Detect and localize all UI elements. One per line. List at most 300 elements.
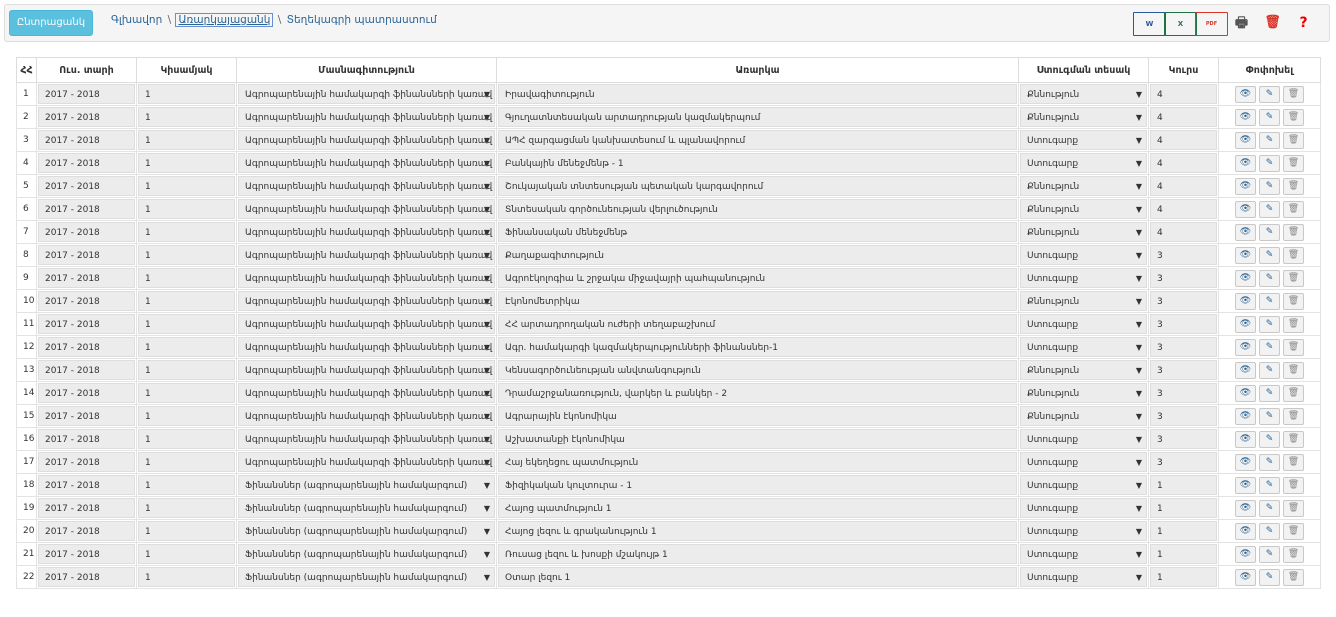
view-icon[interactable]: 👁 — [1235, 178, 1256, 195]
table-cell — [1019, 566, 1149, 589]
exam-type-select[interactable]: Քննություն ▼ — [1020, 383, 1147, 403]
edit-icon[interactable]: ✎ — [1259, 224, 1280, 241]
course-field[interactable]: 4 — [1150, 153, 1217, 173]
subject-field[interactable]: Քաղաքագիտություն — [498, 245, 1017, 265]
subject-field[interactable]: Օտար լեզու 1 — [498, 567, 1017, 587]
specialty-select[interactable]: Ֆինանսներ (ագրոպարենային համակարգում) ▼ — [238, 521, 495, 541]
table-cell — [37, 83, 137, 106]
year-field[interactable]: 2017 - 2018 — [38, 107, 135, 127]
trash-icon[interactable]: 🗑 — [1283, 362, 1304, 379]
course-field[interactable]: 1 — [1150, 498, 1217, 518]
column-header-edit: Փոփոխել — [1219, 58, 1321, 83]
semester-field[interactable]: 1 — [138, 153, 235, 173]
course-field[interactable]: 3 — [1150, 360, 1217, 380]
table-cell — [497, 428, 1019, 451]
year-field[interactable]: 2017 - 2018 — [38, 383, 135, 403]
subject-field[interactable]: Հայ եկեղեցու պատմություն — [498, 452, 1017, 472]
year-field[interactable]: 2017 - 2018 — [38, 406, 135, 426]
year-field[interactable]: 2017 - 2018 — [38, 429, 135, 449]
edit-icon[interactable]: ✎ — [1259, 431, 1280, 448]
view-icon[interactable]: 👁 — [1235, 339, 1256, 356]
year-field[interactable]: 2017 - 2018 — [38, 452, 135, 472]
row-number: 11 — [17, 313, 37, 336]
subject-field[interactable]: Ռուսաց լեզու և խոսքի մշակույթ 1 — [498, 544, 1017, 564]
semester-field[interactable]: 1 — [138, 337, 235, 357]
subject-field[interactable]: ՀՀ արտադրողական ուժերի տեղաբաշխում — [498, 314, 1017, 334]
trash-icon[interactable]: 🗑 — [1283, 224, 1304, 241]
table-cell — [1149, 474, 1219, 497]
table-cell — [37, 382, 137, 405]
trash-icon[interactable]: 🗑 — [1283, 178, 1304, 195]
year-field[interactable]: 2017 - 2018 — [38, 130, 135, 150]
table-cell — [137, 152, 237, 175]
trash-icon[interactable]: 🗑 — [1283, 500, 1304, 517]
table-cell — [137, 221, 237, 244]
table-cell — [137, 428, 237, 451]
year-field[interactable]: 2017 - 2018 — [38, 337, 135, 357]
course-field[interactable]: 1 — [1150, 475, 1217, 495]
trash-icon[interactable]: 🗑 — [1283, 86, 1304, 103]
menu-button[interactable]: Ընտրացանկ — [9, 10, 93, 36]
row-number: 3 — [17, 129, 37, 152]
table-cell — [1019, 290, 1149, 313]
trash-icon[interactable]: 🗑 — [1283, 109, 1304, 126]
specialty-select[interactable]: Ագրոպարենային համակարգի ֆինանսների կառավ ▼ — [238, 222, 495, 242]
edit-icon[interactable]: ✎ — [1259, 86, 1280, 103]
table-cell — [137, 336, 237, 359]
edit-icon[interactable]: ✎ — [1259, 385, 1280, 402]
semester-field[interactable]: 1 — [138, 406, 235, 426]
edit-icon[interactable]: ✎ — [1259, 523, 1280, 540]
subject-field[interactable]: Ֆինանսական մենեջմենթ — [498, 222, 1017, 242]
subject-field[interactable]: Իրավագիտություն — [498, 84, 1017, 104]
edit-icon[interactable]: ✎ — [1259, 546, 1280, 563]
row-actions — [1220, 362, 1319, 379]
table-cell — [497, 267, 1019, 290]
view-icon[interactable]: 👁 — [1235, 247, 1256, 264]
view-icon[interactable]: 👁 — [1235, 408, 1256, 425]
specialty-select[interactable]: Ագրոպարենային համակարգի ֆինանսների կառավ ▼ — [238, 314, 495, 334]
trash-icon[interactable]: 🗑 — [1283, 385, 1304, 402]
edit-icon[interactable]: ✎ — [1259, 362, 1280, 379]
table-cell — [497, 382, 1019, 405]
table-row — [17, 451, 1321, 474]
row-number: 6 — [17, 198, 37, 221]
print-icon[interactable]: 🖶 — [1234, 15, 1249, 31]
edit-icon[interactable]: ✎ — [1259, 155, 1280, 172]
semester-field[interactable]: 1 — [138, 107, 235, 127]
year-field[interactable]: 2017 - 2018 — [38, 544, 135, 564]
trash-icon[interactable]: 🗑 — [1283, 477, 1304, 494]
specialty-select[interactable]: Ագրոպարենային համակարգի ֆինանսների կառավ ▼ — [238, 153, 495, 173]
specialty-select[interactable]: Ագրոպարենային համակարգի ֆինանսների կառավ ▼ — [238, 268, 495, 288]
year-field[interactable]: 2017 - 2018 — [38, 360, 135, 380]
actions-cell — [1219, 474, 1321, 497]
table-cell — [37, 175, 137, 198]
year-field[interactable]: 2017 - 2018 — [38, 222, 135, 242]
table-cell — [137, 106, 237, 129]
semester-field[interactable]: 1 — [138, 521, 235, 541]
exam-type-select[interactable]: Քննություն ▼ — [1020, 222, 1147, 242]
course-field[interactable]: 1 — [1150, 521, 1217, 541]
semester-field[interactable]: 1 — [138, 245, 235, 265]
excel-icon[interactable]: X — [1164, 12, 1195, 34]
subject-field[interactable]: Շուկայական տնտեսության պետական կարգավորում — [498, 176, 1017, 196]
exam-type-select[interactable]: Ստուգարք ▼ — [1020, 245, 1147, 265]
view-icon[interactable]: 👁 — [1235, 201, 1256, 218]
year-field[interactable]: 2017 - 2018 — [38, 84, 135, 104]
specialty-select[interactable]: Ֆինանսներ (ագրոպարենային համակարգում) ▼ — [238, 544, 495, 564]
exam-type-select[interactable]: Ստուգարք ▼ — [1020, 429, 1147, 449]
delete-icon[interactable]: 🗑 — [1264, 15, 1281, 30]
subject-field[interactable]: Աշխատանքի էկոնոմիկա — [498, 429, 1017, 449]
year-field[interactable]: 2017 - 2018 — [38, 245, 135, 265]
view-icon[interactable]: 👁 — [1235, 523, 1256, 540]
table-cell — [237, 336, 497, 359]
course-field[interactable]: 3 — [1150, 291, 1217, 311]
table-row — [17, 382, 1321, 405]
actions-cell — [1219, 520, 1321, 543]
year-field[interactable]: 2017 - 2018 — [38, 567, 135, 587]
view-icon[interactable]: 👁 — [1235, 293, 1256, 310]
course-field[interactable]: 3 — [1150, 245, 1217, 265]
column-header-semester: Կիսամյակ — [137, 58, 237, 83]
table-cell — [1149, 290, 1219, 313]
course-field[interactable]: 3 — [1150, 406, 1217, 426]
trash-icon[interactable]: 🗑 — [1283, 270, 1304, 287]
row-number: 14 — [17, 382, 37, 405]
edit-icon[interactable]: ✎ — [1259, 500, 1280, 517]
specialty-select[interactable]: Ֆինանսներ (ագրոպարենային համակարգում) ▼ — [238, 567, 495, 587]
actions-cell — [1219, 336, 1321, 359]
year-field[interactable]: 2017 - 2018 — [38, 498, 135, 518]
trash-icon[interactable]: 🗑 — [1283, 201, 1304, 218]
trash-icon[interactable]: 🗑 — [1283, 132, 1304, 149]
semester-field[interactable]: 1 — [138, 360, 235, 380]
year-field[interactable]: 2017 - 2018 — [38, 153, 135, 173]
table-cell — [497, 451, 1019, 474]
table-cell — [1149, 198, 1219, 221]
row-number: 5 — [17, 175, 37, 198]
subject-field[interactable]: Ֆիզիկական կուլտուրա - 1 — [498, 475, 1017, 495]
course-field[interactable]: 4 — [1150, 199, 1217, 219]
view-icon[interactable]: 👁 — [1235, 385, 1256, 402]
semester-field[interactable]: 1 — [138, 84, 235, 104]
trash-icon[interactable]: 🗑 — [1283, 408, 1304, 425]
exam-type-select[interactable]: Ստուգարք ▼ — [1020, 130, 1147, 150]
row-number: 8 — [17, 244, 37, 267]
trash-icon[interactable]: 🗑 — [1283, 293, 1304, 310]
subject-field[interactable]: Տնտեսական գործունեության վերլուծություն — [498, 199, 1017, 219]
edit-icon[interactable]: ✎ — [1259, 293, 1280, 310]
breadcrumb — [111, 14, 437, 26]
table-cell — [497, 106, 1019, 129]
exam-type-select[interactable]: Ստուգարք ▼ — [1020, 452, 1147, 472]
row-actions — [1220, 247, 1319, 264]
trash-icon[interactable]: 🗑 — [1283, 569, 1304, 586]
table-cell — [37, 152, 137, 175]
table-cell — [1149, 152, 1219, 175]
table-cell — [137, 83, 237, 106]
course-field[interactable]: 1 — [1150, 567, 1217, 587]
trash-icon[interactable]: 🗑 — [1283, 431, 1304, 448]
exam-type-select[interactable]: Քննություն ▼ — [1020, 107, 1147, 127]
year-field[interactable]: 2017 - 2018 — [38, 268, 135, 288]
table-cell — [497, 566, 1019, 589]
edit-icon[interactable]: ✎ — [1259, 270, 1280, 287]
subject-field[interactable]: Հայոց պատմություն 1 — [498, 498, 1017, 518]
exam-type-select[interactable]: Ստուգարք ▼ — [1020, 337, 1147, 357]
subject-field[interactable]: ԱՊՀ զարգացման կանխատեսում և պլանավորում — [498, 130, 1017, 150]
view-icon[interactable]: 👁 — [1235, 569, 1256, 586]
table-cell — [1149, 175, 1219, 198]
specialty-select[interactable]: Ագրոպարենային համակարգի ֆինանսների կառավ ▼ — [238, 452, 495, 472]
exam-type-select[interactable]: Քննություն ▼ — [1020, 84, 1147, 104]
edit-icon[interactable]: ✎ — [1259, 569, 1280, 586]
table-cell — [237, 566, 497, 589]
row-actions — [1220, 431, 1319, 448]
edit-icon[interactable]: ✎ — [1259, 201, 1280, 218]
specialty-select[interactable]: Ագրոպարենային համակարգի ֆինանսների կառավ ▼ — [238, 245, 495, 265]
table-row — [17, 428, 1321, 451]
row-actions — [1220, 477, 1319, 494]
exam-type-select[interactable]: Ստուգարք ▼ — [1020, 268, 1147, 288]
year-field[interactable]: 2017 - 2018 — [38, 291, 135, 311]
row-number: 10 — [17, 290, 37, 313]
table-row — [17, 106, 1321, 129]
table-cell — [237, 267, 497, 290]
year-field[interactable]: 2017 - 2018 — [38, 521, 135, 541]
trash-icon[interactable]: 🗑 — [1283, 523, 1304, 540]
table-cell — [137, 543, 237, 566]
trash-icon[interactable]: 🗑 — [1283, 546, 1304, 563]
semester-field[interactable]: 1 — [138, 291, 235, 311]
edit-icon[interactable]: ✎ — [1259, 247, 1280, 264]
semester-field[interactable]: 1 — [138, 567, 235, 587]
table-cell — [137, 244, 237, 267]
table-row — [17, 267, 1321, 290]
subject-field[interactable]: Հայոց լեզու և գրականություն 1 — [498, 521, 1017, 541]
specialty-select[interactable]: Ագրոպարենային համակարգի ֆինանսների կառավ ▼ — [238, 130, 495, 150]
semester-field[interactable]: 1 — [138, 544, 235, 564]
table-cell — [1149, 359, 1219, 382]
view-icon[interactable]: 👁 — [1235, 155, 1256, 172]
pdf-icon[interactable]: PDF — [1195, 12, 1226, 34]
column-header-number: ՀՀ — [17, 58, 37, 83]
course-field[interactable]: 4 — [1150, 107, 1217, 127]
edit-icon[interactable]: ✎ — [1259, 316, 1280, 333]
table-cell — [137, 175, 237, 198]
specialty-select[interactable]: Ագրոպարենային համակարգի ֆինանսների կառավ ▼ — [238, 291, 495, 311]
specialty-select[interactable]: Ագրոպարենային համակարգի ֆինանսների կառավ ▼ — [238, 199, 495, 219]
exam-type-select[interactable]: Քննություն ▼ — [1020, 360, 1147, 380]
semester-field[interactable]: 1 — [138, 498, 235, 518]
specialty-select[interactable]: Ֆինանսներ (ագրոպարենային համակարգում) ▼ — [238, 498, 495, 518]
exam-type-select[interactable]: Ստուգարք ▼ — [1020, 314, 1147, 334]
course-field[interactable]: 1 — [1150, 544, 1217, 564]
column-header-subject: Առարկա — [497, 58, 1019, 83]
course-field[interactable]: 3 — [1150, 268, 1217, 288]
row-actions — [1220, 385, 1319, 402]
table-cell — [37, 267, 137, 290]
table-cell — [1019, 497, 1149, 520]
semester-field[interactable]: 1 — [138, 475, 235, 495]
course-field[interactable]: 3 — [1150, 452, 1217, 472]
row-number: 13 — [17, 359, 37, 382]
semester-field[interactable]: 1 — [138, 130, 235, 150]
specialty-select[interactable]: Ագրոպարենային համակարգի ֆինանսների կառավ ▼ — [238, 107, 495, 127]
exam-type-select[interactable]: Քննություն ▼ — [1020, 199, 1147, 219]
table-cell — [497, 543, 1019, 566]
subject-field[interactable]: Ագր. համակարգի կազմակերպությունների ֆինանսներ-1 — [498, 337, 1017, 357]
course-field[interactable]: 3 — [1150, 337, 1217, 357]
course-field[interactable]: 4 — [1150, 222, 1217, 242]
table-cell — [137, 451, 237, 474]
trash-icon[interactable]: 🗑 — [1283, 454, 1304, 471]
table-cell — [1149, 543, 1219, 566]
semester-field[interactable]: 1 — [138, 314, 235, 334]
table-cell — [37, 520, 137, 543]
course-field[interactable]: 4 — [1150, 130, 1217, 150]
course-field[interactable]: 3 — [1150, 429, 1217, 449]
table-cell — [1149, 497, 1219, 520]
table-cell — [1149, 566, 1219, 589]
course-field[interactable]: 3 — [1150, 383, 1217, 403]
specialty-select[interactable]: Ագրոպարենային համակարգի ֆինանսների կառավ ▼ — [238, 337, 495, 357]
table-cell — [237, 152, 497, 175]
course-field[interactable]: 3 — [1150, 314, 1217, 334]
specialty-select[interactable]: Ագրոպարենային համակարգի ֆինանսների կառավ ▼ — [238, 84, 495, 104]
exam-type-select[interactable]: Ստուգարք ▼ — [1020, 567, 1147, 587]
row-number: 16 — [17, 428, 37, 451]
semester-field[interactable]: 1 — [138, 268, 235, 288]
edit-icon[interactable]: ✎ — [1259, 408, 1280, 425]
table-cell — [137, 198, 237, 221]
table-cell — [497, 83, 1019, 106]
breadcrumb-separator: \ — [277, 14, 282, 26]
breadcrumb-subjects[interactable]: Առարկայացանկ — [178, 14, 271, 26]
trash-icon[interactable]: 🗑 — [1283, 339, 1304, 356]
semester-field[interactable]: 1 — [138, 383, 235, 403]
actions-cell — [1219, 221, 1321, 244]
help-icon[interactable]: ? — [1299, 15, 1308, 31]
course-field[interactable]: 4 — [1150, 84, 1217, 104]
exam-type-select[interactable]: Քննություն ▼ — [1020, 406, 1147, 426]
exam-type-select[interactable]: Քննություն ▼ — [1020, 176, 1147, 196]
exam-type-select[interactable]: Ստուգարք ▼ — [1020, 498, 1147, 518]
table-header-row — [17, 58, 1321, 83]
word-icon[interactable]: W — [1133, 12, 1164, 34]
table-cell — [137, 497, 237, 520]
table-cell — [37, 543, 137, 566]
table-cell — [37, 566, 137, 589]
view-icon[interactable]: 👁 — [1235, 86, 1256, 103]
subject-field[interactable]: Ագրոէկոլոգիա և շրջակա միջավայրի պահպանություն — [498, 268, 1017, 288]
view-icon[interactable]: 👁 — [1235, 224, 1256, 241]
trash-icon[interactable]: 🗑 — [1283, 155, 1304, 172]
table-cell — [497, 175, 1019, 198]
specialty-select[interactable]: Ագրոպարենային համակարգի ֆինանսների կառավ ▼ — [238, 429, 495, 449]
breadcrumb-home[interactable]: Գլխավոր — [111, 14, 163, 26]
edit-icon[interactable]: ✎ — [1259, 178, 1280, 195]
actions-cell — [1219, 405, 1321, 428]
view-icon[interactable]: 👁 — [1235, 362, 1256, 379]
actions-cell — [1219, 290, 1321, 313]
exam-type-select[interactable]: Ստուգարք ▼ — [1020, 544, 1147, 564]
table-cell — [497, 405, 1019, 428]
subject-field[interactable]: Դրամաշրջանառություն, վարկեր և բանկեր - 2 — [498, 383, 1017, 403]
specialty-select[interactable]: Ֆինանսներ (ագրոպարենային համակարգում) ▼ — [238, 475, 495, 495]
edit-icon[interactable]: ✎ — [1259, 477, 1280, 494]
edit-icon[interactable]: ✎ — [1259, 132, 1280, 149]
specialty-select[interactable]: Ագրոպարենային համակարգի ֆինանսների կառավ ▼ — [238, 360, 495, 380]
table-cell — [497, 129, 1019, 152]
edit-icon[interactable]: ✎ — [1259, 109, 1280, 126]
edit-icon[interactable]: ✎ — [1259, 454, 1280, 471]
table-cell — [1019, 221, 1149, 244]
specialty-select[interactable]: Ագրոպարենային համակարգի ֆինանսների կառավ ▼ — [238, 383, 495, 403]
exam-type-select[interactable]: Ստուգարք ▼ — [1020, 153, 1147, 173]
subject-field[interactable]: Էկոնոմետրիկա — [498, 291, 1017, 311]
view-icon[interactable]: 👁 — [1235, 454, 1256, 471]
table-cell — [237, 290, 497, 313]
row-actions — [1220, 132, 1319, 149]
exam-type-select[interactable]: Ստուգարք ▼ — [1020, 521, 1147, 541]
exam-type-select[interactable]: Ստուգարք ▼ — [1020, 475, 1147, 495]
view-icon[interactable]: 👁 — [1235, 316, 1256, 333]
breadcrumb-report[interactable]: Տեղեկագրի պատրաստում — [286, 14, 437, 26]
exam-type-select[interactable]: Քննություն ▼ — [1020, 291, 1147, 311]
view-icon[interactable]: 👁 — [1235, 477, 1256, 494]
year-field[interactable]: 2017 - 2018 — [38, 475, 135, 495]
specialty-select[interactable]: Ագրոպարենային համակարգի ֆինանսների կառավ ▼ — [238, 406, 495, 426]
view-icon[interactable]: 👁 — [1235, 431, 1256, 448]
view-icon[interactable]: 👁 — [1235, 546, 1256, 563]
view-icon[interactable]: 👁 — [1235, 500, 1256, 517]
semester-field[interactable]: 1 — [138, 199, 235, 219]
table-cell — [37, 198, 137, 221]
view-icon[interactable]: 👁 — [1235, 109, 1256, 126]
subject-field[interactable]: Բանկային մենեջմենթ - 1 — [498, 153, 1017, 173]
trash-icon[interactable]: 🗑 — [1283, 247, 1304, 264]
subject-field[interactable]: Կենսագործունեության անվտանգություն — [498, 360, 1017, 380]
actions-cell — [1219, 198, 1321, 221]
table-row — [17, 313, 1321, 336]
semester-field[interactable]: 1 — [138, 452, 235, 472]
subject-field[interactable]: Ագրարային էկոնոմիկա — [498, 406, 1017, 426]
table-cell — [1149, 520, 1219, 543]
view-icon[interactable]: 👁 — [1235, 132, 1256, 149]
specialty-select[interactable]: Ագրոպարենային համակարգի ֆինանսների կառավ ▼ — [238, 176, 495, 196]
table-cell — [37, 428, 137, 451]
year-field[interactable]: 2017 - 2018 — [38, 176, 135, 196]
year-field[interactable]: 2017 - 2018 — [38, 199, 135, 219]
actions-cell — [1219, 106, 1321, 129]
table-cell — [497, 497, 1019, 520]
year-field[interactable]: 2017 - 2018 — [38, 314, 135, 334]
row-actions — [1220, 339, 1319, 356]
row-actions — [1220, 546, 1319, 563]
edit-icon[interactable]: ✎ — [1259, 339, 1280, 356]
semester-field[interactable]: 1 — [138, 429, 235, 449]
table-cell — [1019, 474, 1149, 497]
subject-field[interactable]: Գյուղատնտեսական արտադրության կազմակերպում — [498, 107, 1017, 127]
trash-icon[interactable]: 🗑 — [1283, 316, 1304, 333]
view-icon[interactable]: 👁 — [1235, 270, 1256, 287]
course-field[interactable]: 4 — [1150, 176, 1217, 196]
semester-field[interactable]: 1 — [138, 222, 235, 242]
semester-field[interactable]: 1 — [138, 176, 235, 196]
